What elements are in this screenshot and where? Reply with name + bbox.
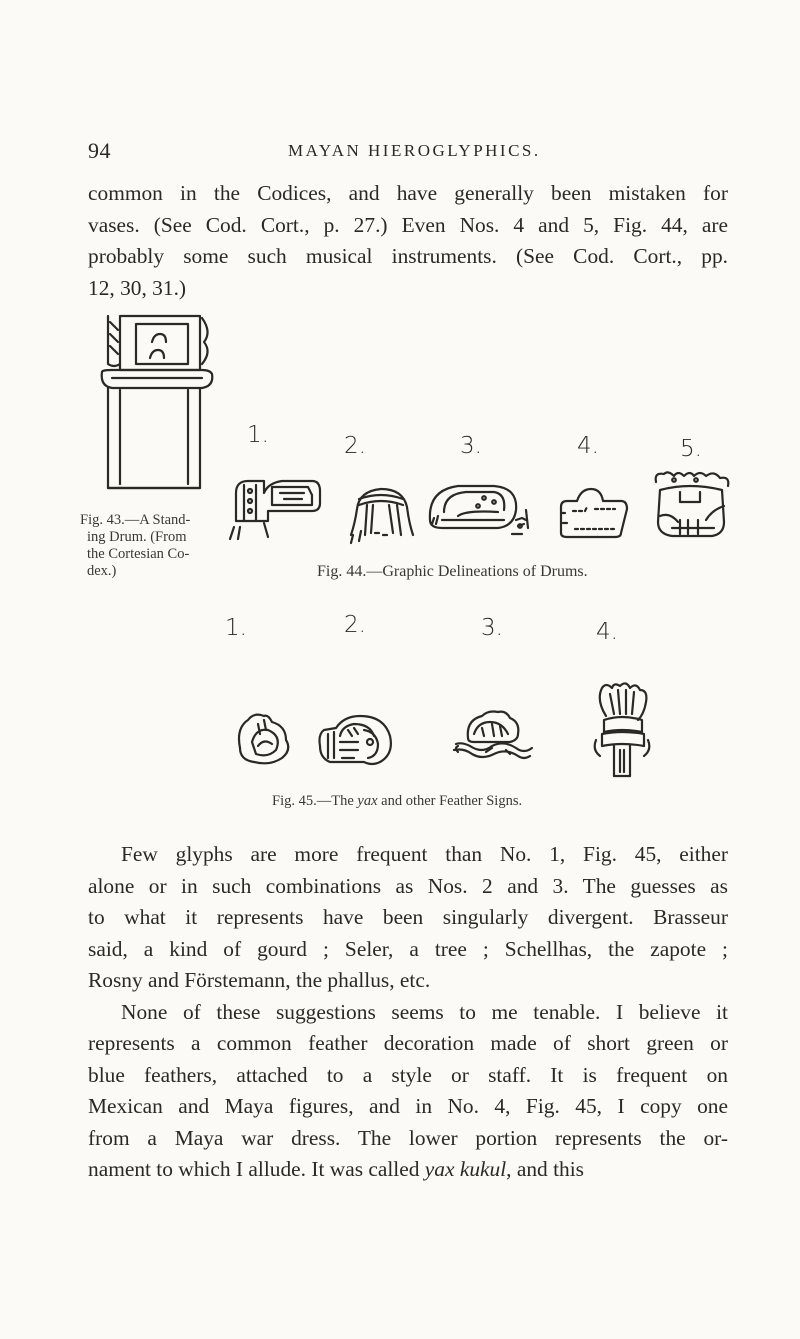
caption-text: Fig. 45.—The (272, 793, 358, 809)
caption-text: and other Feather Signs. (377, 793, 523, 809)
drum-glyph-1 (228, 473, 324, 543)
text-segment: , and this (506, 1157, 584, 1181)
text-line: Rosny and Förstemann, the phallus, etc. (88, 968, 431, 992)
fig44-label-1: 1. (247, 422, 269, 448)
text-line: to what it represents have been singularly divergent. Brasseur (88, 905, 728, 929)
text-line: common in the Codices, and have generally been mistaken for (88, 181, 728, 205)
fig45-label-1: 1. (225, 615, 247, 641)
drum-glyph-3 (422, 480, 532, 540)
fig44-label-4: 4. (577, 433, 599, 459)
paragraph-3 (88, 997, 728, 1186)
text-line: probably some such musical instruments. (See Cod. Cort., pp. (88, 244, 728, 268)
standing-drum-figure (92, 312, 212, 512)
text-line: None of these suggestions seems to me tenable. I believe it (121, 999, 728, 1024)
drum-glyph-4 (555, 483, 633, 545)
text-line: represents a common feather decoration made of short green or (88, 1031, 728, 1055)
text-line: 12, 30, 31.) (88, 275, 187, 300)
fig45-label-4: 4. (596, 619, 618, 645)
caption-line: Fig. 43.—A Stand- (80, 512, 191, 528)
text-line: from a Maya war dress. The lower portion represents the or- (88, 1125, 728, 1150)
text-line: Few glyphs are more frequent than No. 1, Fig. 45, either (121, 842, 728, 866)
text-line: vases. (See Cod. Cort., p. 27.) Even Nos. 4 and 5, Fig. 44, are (88, 212, 728, 237)
paragraph-2-tail (88, 934, 728, 997)
figure-45-caption (272, 793, 522, 810)
text-line-last (88, 1154, 728, 1186)
page-number: 94 (88, 138, 111, 163)
feather-sign-3 (448, 706, 536, 764)
text-line: blue feathers, attached to a style or staff. It is frequent on (88, 1062, 728, 1087)
text-line: Mexican and Maya figures, and in No. 4, Fig. 45, I copy one (88, 1094, 728, 1118)
text-segment: nament to which I allude. It was called (88, 1157, 425, 1181)
fig45-label-3: 3. (481, 615, 503, 641)
caption-italic: yax (357, 793, 378, 809)
italic-term: yax kukul (424, 1157, 507, 1181)
drum-glyph-5 (650, 468, 732, 546)
fig44-label-5: 5. (680, 436, 702, 462)
running-title: MAYAN HIEROGLYPHICS. (288, 141, 541, 160)
feather-sign-2 (314, 710, 398, 766)
figure-43-caption (80, 512, 230, 580)
text-line: said, a kind of gourd ; Seler, a tree ; Schellhas, the zapote ; (88, 936, 728, 961)
feather-sign-1 (232, 710, 296, 766)
fig44-label-2: 2. (344, 433, 366, 459)
caption-line: dex.) (87, 563, 117, 579)
text-line: alone or in such combinations as Nos. 2 and 3. The guesses as (88, 873, 728, 898)
paragraph-2 (88, 839, 728, 934)
figure-44-caption: Fig. 44.—Graphic Delineations of Drums. (317, 563, 588, 580)
caption-line: the Cortesian Co- (87, 546, 190, 562)
fig45-label-2: 2. (344, 612, 366, 638)
caption-line: ing Drum. (From (87, 529, 187, 545)
running-head (88, 138, 728, 168)
drum-glyph-2 (345, 483, 417, 543)
feather-sign-4 (590, 680, 654, 780)
paragraph-1 (88, 178, 728, 304)
fig44-label-3: 3. (460, 433, 482, 459)
